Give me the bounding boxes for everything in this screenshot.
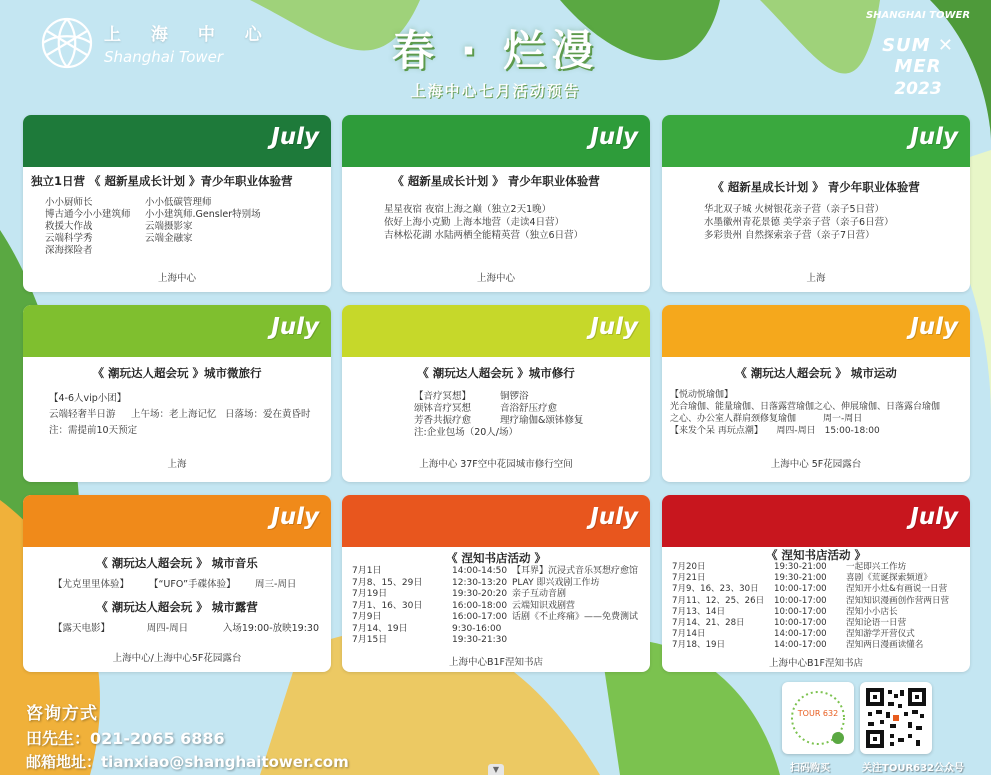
list-item: 多彩贵州 自然探索亲子营（亲子7日营） — [704, 230, 875, 241]
cell-time: 10:00-17:00 — [774, 606, 827, 617]
card-title: 《 潮玩达人超会玩 》 城市露营 — [96, 600, 258, 614]
card-title: 独立1日营 《 超新星成长计划 》青少年职业体验营 — [31, 174, 293, 188]
card-row — [53, 579, 319, 591]
cell-time: 19:30-20:20 — [452, 589, 508, 599]
cell-date: 7月14、19日 — [352, 623, 408, 634]
table-row — [672, 618, 960, 629]
purchase-qr-caption: 扫码购买 — [790, 763, 830, 774]
table-row — [352, 601, 640, 613]
cell-event: 一起即兴工作坊 — [846, 562, 907, 572]
card-list-col2 — [145, 197, 261, 257]
card-columns — [414, 391, 638, 427]
cell-time: 16:00-17:00 — [452, 612, 508, 622]
contact-email[interactable]: 邮箱地址：tianxiao@shanghaitower.com — [26, 753, 349, 771]
event-card-2 — [342, 115, 650, 292]
page-title: 春 · 烂漫 — [391, 26, 600, 75]
card-location: 上海中心 — [157, 273, 196, 284]
row-cell: 日落场：爱在黄昏时 — [225, 409, 311, 420]
event-card-8 — [342, 495, 650, 672]
list-item: 小小厨师长 — [45, 197, 93, 208]
card-list-col2 — [500, 391, 583, 427]
event-card-9 — [662, 495, 970, 672]
card-list-col1 — [45, 197, 145, 257]
event-card-3 — [662, 115, 970, 292]
card-location: 上海 — [167, 459, 187, 470]
cell-time: 10:00-17:00 — [774, 595, 827, 606]
event-card-6 — [662, 305, 970, 482]
card-title: 《 潮玩达人超会玩 》 城市运动 — [735, 366, 897, 380]
list-item: 深海探险者 — [45, 245, 93, 256]
cell-event: 亲子互动音剧 — [512, 589, 567, 599]
card-list — [384, 203, 638, 242]
card-header — [662, 495, 970, 547]
row-cell: 【尤克里里体验】 — [53, 579, 130, 590]
card-row — [53, 623, 319, 635]
card-location: 上海中心 37F空中花园城市修行空间 — [419, 459, 573, 470]
cell-date: 7月14日 — [672, 629, 706, 640]
brand-name-cn: 上 海 中 心 — [104, 25, 274, 45]
row-cell: 【“UFO”手碟体验】 — [149, 579, 236, 590]
list-item: 光合瑜伽、能量瑜伽、日落露营瑜伽之心、伸展瑜伽、日落露台瑜伽 — [670, 402, 941, 412]
cell-time: 16:00-18:00 — [452, 600, 508, 611]
badge-word: SUM ✕ MER — [882, 35, 954, 77]
row-cell: 云端轻奢半日游 — [49, 409, 116, 420]
cell-time: 10:00-17:00 — [774, 584, 827, 595]
cell-date: 7月9日 — [352, 612, 382, 622]
card-header — [23, 495, 331, 547]
card-header — [342, 305, 650, 357]
cell-time: 14:00-17:00 — [774, 640, 827, 651]
card-header — [662, 305, 970, 357]
table-row — [352, 635, 640, 647]
table-row — [352, 566, 640, 578]
cell-date: 7月1日 — [352, 566, 382, 576]
event-card-4 — [23, 305, 331, 482]
row-cell: 周四-周日 — [146, 623, 189, 634]
list-item: 芳香共振疗愈 — [414, 415, 472, 426]
list-item: 音浴舒压疗愈 — [500, 403, 558, 414]
cell-date: 7月13、14日 — [672, 606, 726, 617]
cell-event: 【耳界】沉浸式音乐冥想疗愈馆 — [512, 566, 639, 576]
qr-logo-text: TOUR 632 — [797, 709, 839, 718]
cell-event: 涅知两日漫画读懂名 — [846, 640, 924, 651]
card-header — [662, 115, 970, 167]
cell-date: 7月9、16、23、30日 — [672, 584, 759, 595]
table-row — [352, 589, 640, 601]
list-item: 吉林松花湖 水陆两栖全能精英营（独立6日营） — [384, 230, 584, 241]
table-row — [672, 607, 960, 618]
card-row — [49, 409, 319, 421]
card-month: July — [910, 124, 958, 150]
contact-info — [26, 699, 349, 772]
card-note: 注：需提前10天预定 — [49, 425, 138, 436]
table-row — [352, 624, 640, 636]
cell-time: 19:30-21:30 — [452, 635, 508, 645]
cell-date: 7月1、16、30日 — [352, 600, 423, 611]
card-header — [342, 495, 650, 547]
schedule-table — [672, 562, 960, 652]
card-title: 《 涅知书店活动 》 — [445, 551, 546, 565]
scroll-down-icon[interactable]: ▼ — [488, 764, 504, 775]
cell-event: 涅知论语一日营 — [846, 618, 907, 629]
card-list — [670, 389, 962, 437]
list-item: 理疗瑜伽&颂钵修复 — [500, 415, 584, 426]
list-item: 云端科学秀 — [45, 233, 93, 244]
list-item: 水墨徽州青花景德 美学亲子营（亲子6日营） — [704, 217, 894, 228]
cell-time: 14:00-14:50 — [452, 566, 508, 576]
cell-date: 7月8、15、29日 — [352, 577, 423, 588]
row-cell: 上午场：老上海记忆 — [131, 409, 217, 420]
card-location: 上海中心B1F涅知书店 — [768, 658, 864, 669]
card-month: July — [910, 314, 958, 340]
table-row — [672, 562, 960, 573]
cell-event: 话剧《不止疼痛》——免费测试 — [512, 612, 639, 622]
list-item: 星星夜宿 夜宿上海之巅（独立2天1晚） — [384, 204, 552, 215]
cell-date: 7月20日 — [672, 562, 706, 572]
card-title: 《 超新星成长计划 》 青少年职业体验营 — [712, 180, 920, 194]
list-item: 救援大作战 — [45, 221, 93, 232]
card-header — [342, 115, 650, 167]
row-cell: 【露天电影】 — [53, 623, 111, 634]
cell-event: 涅知知识漫画创作营两日营 — [846, 595, 950, 606]
list-item: 【音疗冥想】 — [414, 391, 472, 402]
card-tag: 【4-6人vip小团】 — [49, 393, 127, 404]
card-location: 上海中心/上海中心5F花园露台 — [112, 653, 242, 664]
card-title: 《 涅知书店活动 》 — [765, 548, 866, 562]
card-location: 上海中心B1F涅知书店 — [448, 657, 544, 668]
table-row — [672, 584, 960, 595]
table-row — [352, 612, 640, 624]
list-item: 依好上海小克勤 上海本地营（走读4日营） — [384, 217, 565, 228]
cell-time: 19:30-21:00 — [774, 573, 827, 584]
cell-time: 19:30-21:00 — [774, 562, 827, 572]
cell-event: PLAY 即兴戏剧工作坊 — [512, 577, 600, 588]
cell-date: 7月21日 — [672, 573, 706, 584]
table-row — [672, 573, 960, 584]
list-item: 颂钵音疗冥想 — [414, 403, 472, 414]
cell-event: 涅知游学开营仪式 — [846, 629, 915, 640]
event-card-1 — [23, 115, 331, 292]
cell-date: 7月14、21、28日 — [672, 618, 745, 629]
card-month: July — [910, 504, 958, 530]
row-cell: 周三-周日 — [255, 579, 297, 590]
cell-event: 涅知开小灶&有画说一日营 — [846, 584, 948, 595]
list-item: 小小低碳管理师 — [145, 197, 212, 208]
card-header — [23, 305, 331, 357]
table-row — [352, 578, 640, 590]
card-title: 《 潮玩达人超会玩 》城市修行 — [417, 366, 575, 380]
event-card-5 — [342, 305, 650, 482]
cell-date: 7月18、19日 — [672, 640, 726, 651]
list-item: 【来发个呆 再玩点潮】 周四-周日 15:00-18:00 — [670, 426, 880, 436]
card-title: 《 潮玩达人超会玩 》 城市音乐 — [96, 556, 258, 570]
cell-date: 7月11、12、25、26日 — [672, 595, 765, 606]
table-row — [672, 596, 960, 607]
cell-event: 云端知识戏剧营 — [512, 600, 576, 611]
card-list — [704, 203, 958, 242]
follow-qr-code[interactable] — [860, 682, 932, 754]
cell-date: 7月15日 — [352, 635, 388, 645]
card-month: July — [590, 504, 638, 530]
qr-pattern-icon — [860, 682, 932, 754]
contact-heading: 咨询方式 — [26, 704, 98, 724]
list-item: 云端摄影家 — [145, 221, 193, 232]
card-location: 上海中心 — [476, 273, 515, 284]
cell-time: 9:30-16:00 — [452, 623, 502, 634]
event-card-7 — [23, 495, 331, 672]
card-header — [23, 115, 331, 167]
list-item: 小小建筑师.Gensler特别场 — [145, 209, 261, 220]
card-month: July — [271, 124, 319, 150]
purchase-qr-code[interactable] — [782, 682, 854, 754]
list-item: 之心、办公室人群肩颈修复瑜伽 周一-周日 — [670, 414, 863, 424]
card-month: July — [590, 124, 638, 150]
card-list-col1 — [414, 391, 500, 427]
summer-badge — [858, 10, 978, 99]
card-month: July — [271, 314, 319, 340]
list-item: 云端金融家 — [145, 233, 193, 244]
list-item: 【悦动悦瑜伽】 — [670, 390, 734, 400]
brand-name-en: Shanghai Tower — [104, 48, 224, 66]
schedule-table — [352, 566, 640, 647]
cell-time: 12:30-13:20 — [452, 577, 508, 588]
card-month: July — [271, 504, 319, 530]
row-cell: 入场19:00-放映19:30 — [222, 623, 319, 634]
cell-time: 14:00-17:00 — [774, 629, 827, 640]
card-location: 上海中心 5F花园露台 — [770, 459, 862, 470]
page-subtitle: 上海中心七月活动预告 — [410, 82, 581, 100]
follow-qr-caption: 关注TOUR632公众号 — [862, 763, 965, 774]
badge-year: 2023 — [894, 79, 942, 99]
cell-event: 喜剧《荒诞探索频道》 — [846, 573, 932, 584]
card-month: July — [590, 314, 638, 340]
card-note: 注:企业包场（20人/场） — [414, 427, 518, 438]
card-location: 上海 — [806, 273, 826, 284]
cell-time: 10:00-17:00 — [774, 618, 827, 629]
cell-date: 7月19日 — [352, 589, 388, 599]
list-item: 博古通今小小建筑师 — [45, 209, 131, 220]
table-row — [672, 629, 960, 640]
list-item: 铜锣浴 — [500, 391, 529, 402]
card-title: 《 超新星成长计划 》 青少年职业体验营 — [392, 174, 600, 188]
card-title: 《 潮玩达人超会玩 》城市微旅行 — [92, 366, 262, 380]
tour632-logo-icon — [782, 682, 854, 754]
table-row — [672, 640, 960, 651]
badge-brand: SHANGHAI TOWER — [865, 10, 971, 21]
cell-event: 涅知小小店长 — [846, 606, 898, 617]
contact-phone: 田先生：021-2065 6886 — [26, 729, 225, 748]
list-item: 华北双子城 火树银花亲子营（亲子5日营） — [704, 204, 885, 215]
